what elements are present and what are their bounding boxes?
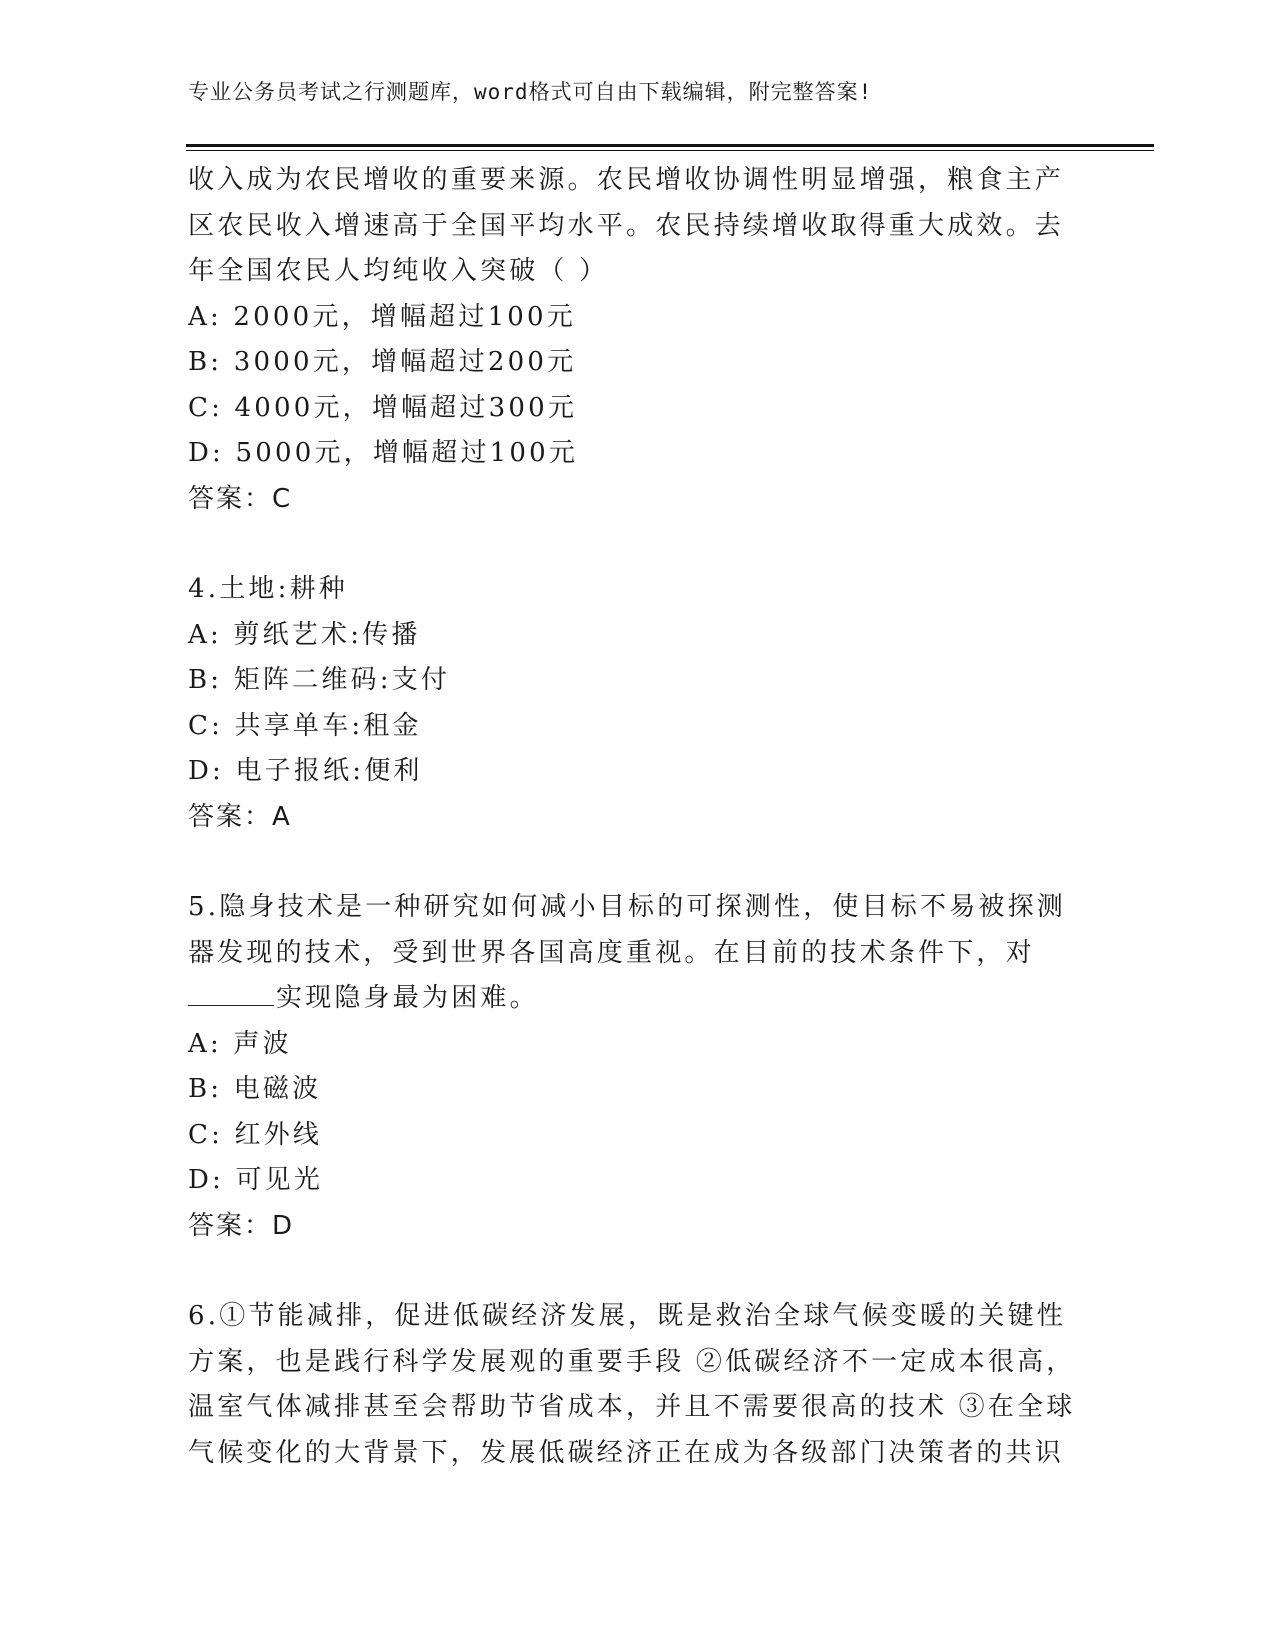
option-a: A: 2000元，增幅超过100元 bbox=[188, 301, 576, 332]
question-stem-line: 气候变化的大背景下，发展低碳经济正在成为各级部门决策者的共识 bbox=[188, 1437, 1065, 1468]
answer-line: 答案：C bbox=[188, 483, 293, 514]
question-stem-line: 方案，也是践行科学发展观的重要手段 ②低碳经济不一定成本很高， bbox=[188, 1346, 1076, 1377]
question-5 bbox=[188, 885, 1088, 1249]
question-stem-line: 6.①节能减排，促进低碳经济发展，既是救治全球气候变暖的关键性 bbox=[188, 1301, 1067, 1331]
option-d: D: 可见光 bbox=[188, 1165, 324, 1195]
option-b: B: 矩阵二维码:支付 bbox=[188, 665, 451, 695]
option-c: C: 红外线 bbox=[188, 1119, 323, 1150]
header-rule-thin bbox=[186, 150, 1154, 151]
question-content bbox=[188, 158, 1088, 1476]
question-stem-line: 年全国农民人均纯收入突破（ ） bbox=[188, 256, 609, 286]
question-6 bbox=[188, 1294, 1088, 1476]
option-b: B: 电磁波 bbox=[188, 1074, 322, 1104]
option-c: C: 共享单车:租金 bbox=[188, 710, 422, 741]
question-stem-line: 5.隐身技术是一种研究如何减小目标的可探测性，使目标不易被探测 bbox=[188, 892, 1067, 922]
option-d: D: 5000元，增幅超过100元 bbox=[188, 438, 579, 468]
option-b: B: 3000元，增幅超过200元 bbox=[188, 347, 577, 377]
question-stem: 4.土地:耕种 bbox=[188, 574, 348, 604]
answer-line: 答案：A bbox=[188, 801, 292, 832]
question-4 bbox=[188, 567, 1088, 840]
page-header: 专业公务员考试之行测题库，word格式可自由下载编辑，附完整答案! bbox=[188, 80, 873, 104]
header-rule-thick bbox=[186, 144, 1154, 147]
question-stem-line: 区农民收入增速高于全国平均水平。农民持续增收取得重大成效。去 bbox=[188, 210, 1065, 241]
question-stem-line: 器发现的技术，受到世界各国高度重视。在目前的技术条件下，对 bbox=[188, 937, 1035, 968]
option-c: C: 4000元，增幅超过300元 bbox=[188, 392, 578, 423]
question-stem-line: 收入成为农民增收的重要来源。农民增收协调性明显增强，粮食主产 bbox=[188, 165, 1065, 195]
question-stem-line: 温室气体减排甚至会帮助节省成本，并且不需要很高的技术 ③在全球 bbox=[188, 1392, 1076, 1422]
option-a: A: 声波 bbox=[188, 1028, 292, 1059]
question-stem-line bbox=[188, 976, 1088, 1022]
question-3 bbox=[188, 158, 1088, 522]
spacer bbox=[188, 1249, 1088, 1294]
option-d: D: 电子报纸:便利 bbox=[188, 756, 423, 786]
spacer bbox=[188, 522, 1088, 567]
option-a: A: 剪纸艺术:传播 bbox=[188, 619, 421, 650]
answer-line: 答案：D bbox=[188, 1210, 295, 1241]
spacer bbox=[188, 840, 1088, 885]
fill-in-blank bbox=[188, 1004, 274, 1006]
question-stem-text: 实现隐身最为困难。 bbox=[276, 983, 539, 1013]
